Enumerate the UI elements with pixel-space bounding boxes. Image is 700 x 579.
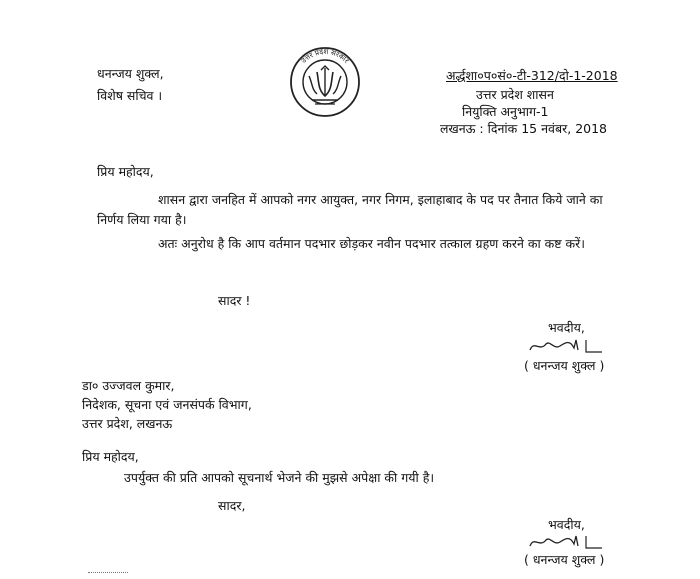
salutation: प्रिय महोदय, xyxy=(82,449,139,464)
emblem-label: उत्तर प्रदेश सरकार xyxy=(299,46,352,65)
body-paragraph-line: निर्णय लिया गया है। xyxy=(97,212,187,227)
recipient-name: डा० उज्जवल कुमार, xyxy=(82,378,175,393)
closing: सादर, xyxy=(218,498,246,513)
signature-icon xyxy=(524,532,604,552)
bottom-divider xyxy=(88,572,128,573)
sender-designation: विशेष सचिव । xyxy=(97,88,163,103)
reference-place-date: लखनऊ : दिनांक 15 नवंबर, 2018 xyxy=(440,121,608,136)
reference-section: नियुक्ति अनुभाग-1 xyxy=(462,104,549,119)
recipient-designation: निदेशक, सूचना एवं जनसंपर्क विभाग, xyxy=(82,397,252,412)
valediction: भवदीय, xyxy=(548,320,585,335)
body-paragraph: उपर्युक्त की प्रति आपको सूचनार्थ भेजने की मुझसे अपेक्षा की गयी है। xyxy=(124,470,435,485)
body-paragraph-line: शासन द्वारा जनहित में आपको नगर आयुक्त, नगर निगम, इलाहाबाद के पद पर तैनात किये जाने का xyxy=(158,192,603,207)
reference-department: उत्तर प्रदेश शासन xyxy=(476,87,554,102)
salutation: प्रिय महोदय, xyxy=(97,164,154,179)
closing: सादर ! xyxy=(218,293,251,308)
signature-icon xyxy=(524,336,604,356)
signatory: ( धनन्जय शुक्ल ) xyxy=(524,552,605,567)
up-government-emblem-icon xyxy=(288,42,362,122)
signatory: ( धनन्जय शुक्ल ) xyxy=(524,358,605,373)
valediction: भवदीय, xyxy=(548,517,585,532)
reference-number: अर्द्धशा०प०सं०-टी-312/दो-1-2018 xyxy=(446,68,618,83)
body-paragraph: अतः अनुरोध है कि आप वर्तमान पदभार छोड़कर नवीन पदभार तत्काल ग्रहण करने का कष्ट करें। xyxy=(158,236,585,251)
sender-name: धनन्जय शुक्ल, xyxy=(97,66,164,81)
recipient-address: उत्तर प्रदेश, लखनऊ xyxy=(82,416,173,431)
